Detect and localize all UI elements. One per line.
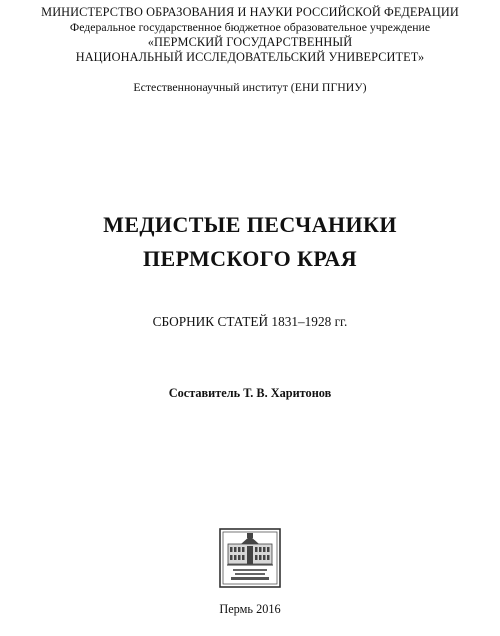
book-title-line1: МЕДИСТЫЕ ПЕСЧАНИКИ <box>103 212 397 237</box>
book-subtitle: СБОРНИК СТАТЕЙ 1831–1928 гг. <box>152 314 348 329</box>
institute-name: Естественнонаучный институт (ЕНИ ПГНИУ) <box>133 80 367 94</box>
university-name-line1: «ПЕРМСКИЙ ГОСУДАРСТВЕННЫЙ <box>147 35 353 49</box>
publishing-center-logo <box>219 528 281 588</box>
university-name-line2: НАЦИОНАЛЬНЫЙ ИССЛЕДОВАТЕЛЬСКИЙ УНИВЕРСИТЕТ» <box>75 50 425 64</box>
ministry-name: МИНИСТЕРСТВО ОБРАЗОВАНИЯ И НАУКИ РОССИЙСКОЙ ФЕДЕРАЦИИ <box>41 5 459 19</box>
book-title-line2: ПЕРМСКОГО КРАЯ <box>143 246 357 271</box>
institution-type: Федеральное государственное бюджетное образовательное учреждение <box>69 20 431 34</box>
compiler-credit: Составитель Т. В. Харитонов <box>168 386 332 400</box>
publication-place-year: Пермь 2016 <box>219 602 281 616</box>
